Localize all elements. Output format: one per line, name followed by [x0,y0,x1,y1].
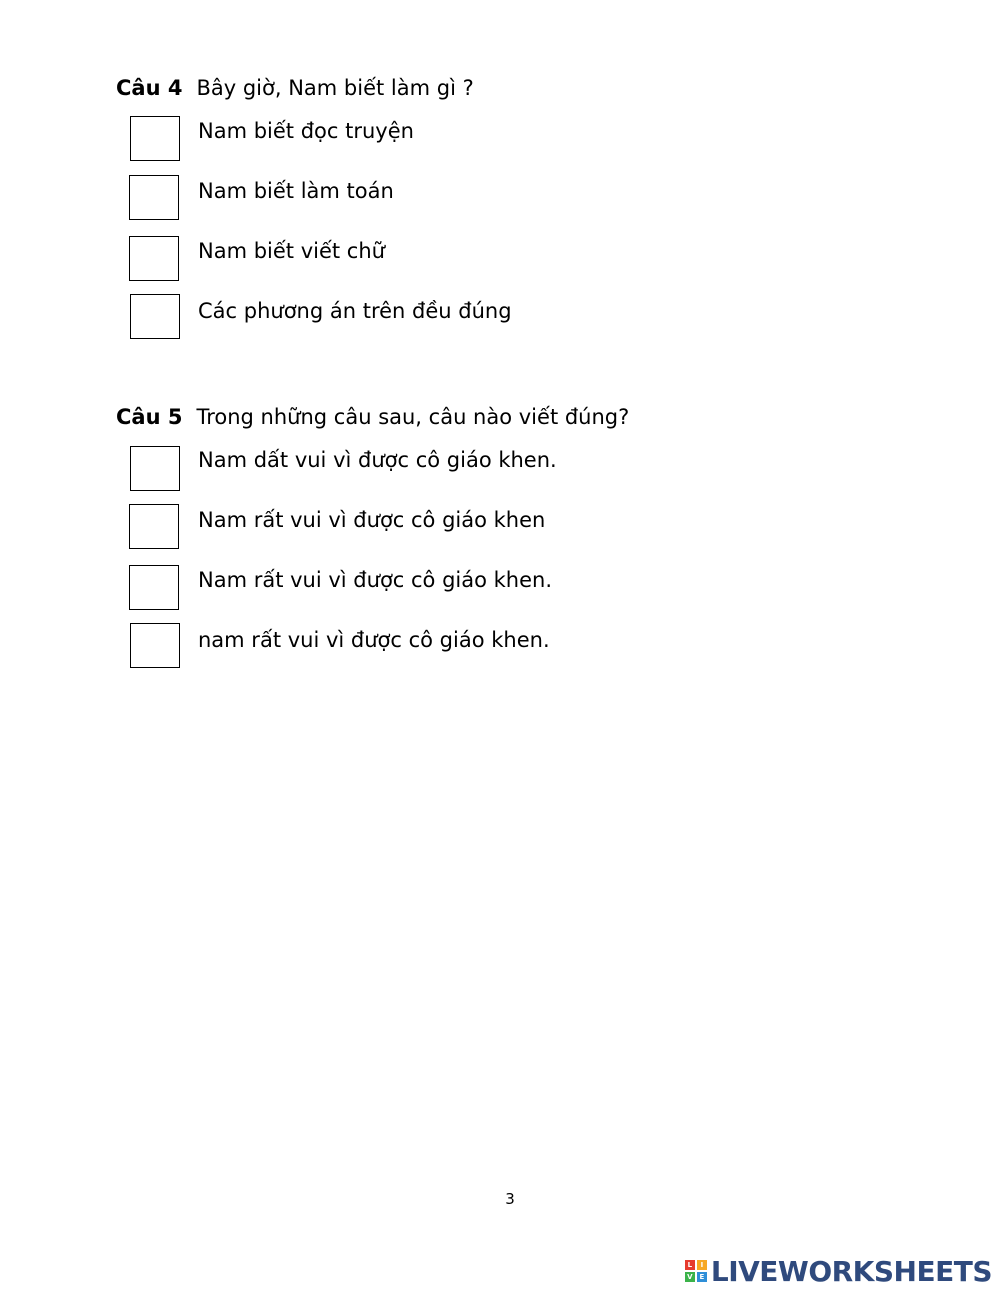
question-4-option-3-label: Nam biết viết chữ [198,239,385,263]
question-4-option-3-checkbox[interactable] [129,236,179,281]
question-4-option-1-label: Nam biết đọc truyện [198,119,414,143]
question-5-option-2-label: Nam rất vui vì được cô giáo khen [198,508,546,532]
question-5-option-4-checkbox[interactable] [130,623,180,668]
question-4-option-1-checkbox[interactable] [130,116,180,161]
question-4-title [116,75,474,101]
question-5-prompt: Trong những câu sau, câu nào viết đúng? [196,405,630,429]
question-5-option-1-checkbox[interactable] [130,446,180,491]
logo-blocks-icon [685,1260,707,1282]
logo-block-i: I [697,1260,707,1270]
logo-block-e: E [697,1272,707,1282]
logo-text: LIVEWORKSHEETS [710,1254,992,1288]
question-4-number: Câu 4 [116,76,183,100]
question-5-option-1-label: Nam dất vui vì được cô giáo khen. [198,448,557,472]
question-5-option-3-label: Nam rất vui vì được cô giáo khen. [198,568,553,592]
question-4-option-4-checkbox[interactable] [130,294,180,339]
question-4-option-2-label: Nam biết làm toán [198,179,394,203]
question-4-option-2-checkbox[interactable] [129,175,179,220]
question-5-number: Câu 5 [116,405,183,429]
logo-block-l: L [685,1260,695,1270]
question-5-option-3-checkbox[interactable] [129,565,179,610]
logo-block-v: V [685,1272,695,1282]
question-4-prompt: Bây giờ, Nam biết làm gì ? [196,76,474,100]
liveworksheets-logo [685,1255,992,1287]
question-5-title [116,404,629,430]
page-number: 3 [505,1190,515,1208]
question-4-option-4-label: Các phương án trên đều đúng [198,299,512,323]
question-5-option-2-checkbox[interactable] [129,504,179,549]
question-5-option-4-label: nam rất vui vì được cô giáo khen. [198,628,550,652]
